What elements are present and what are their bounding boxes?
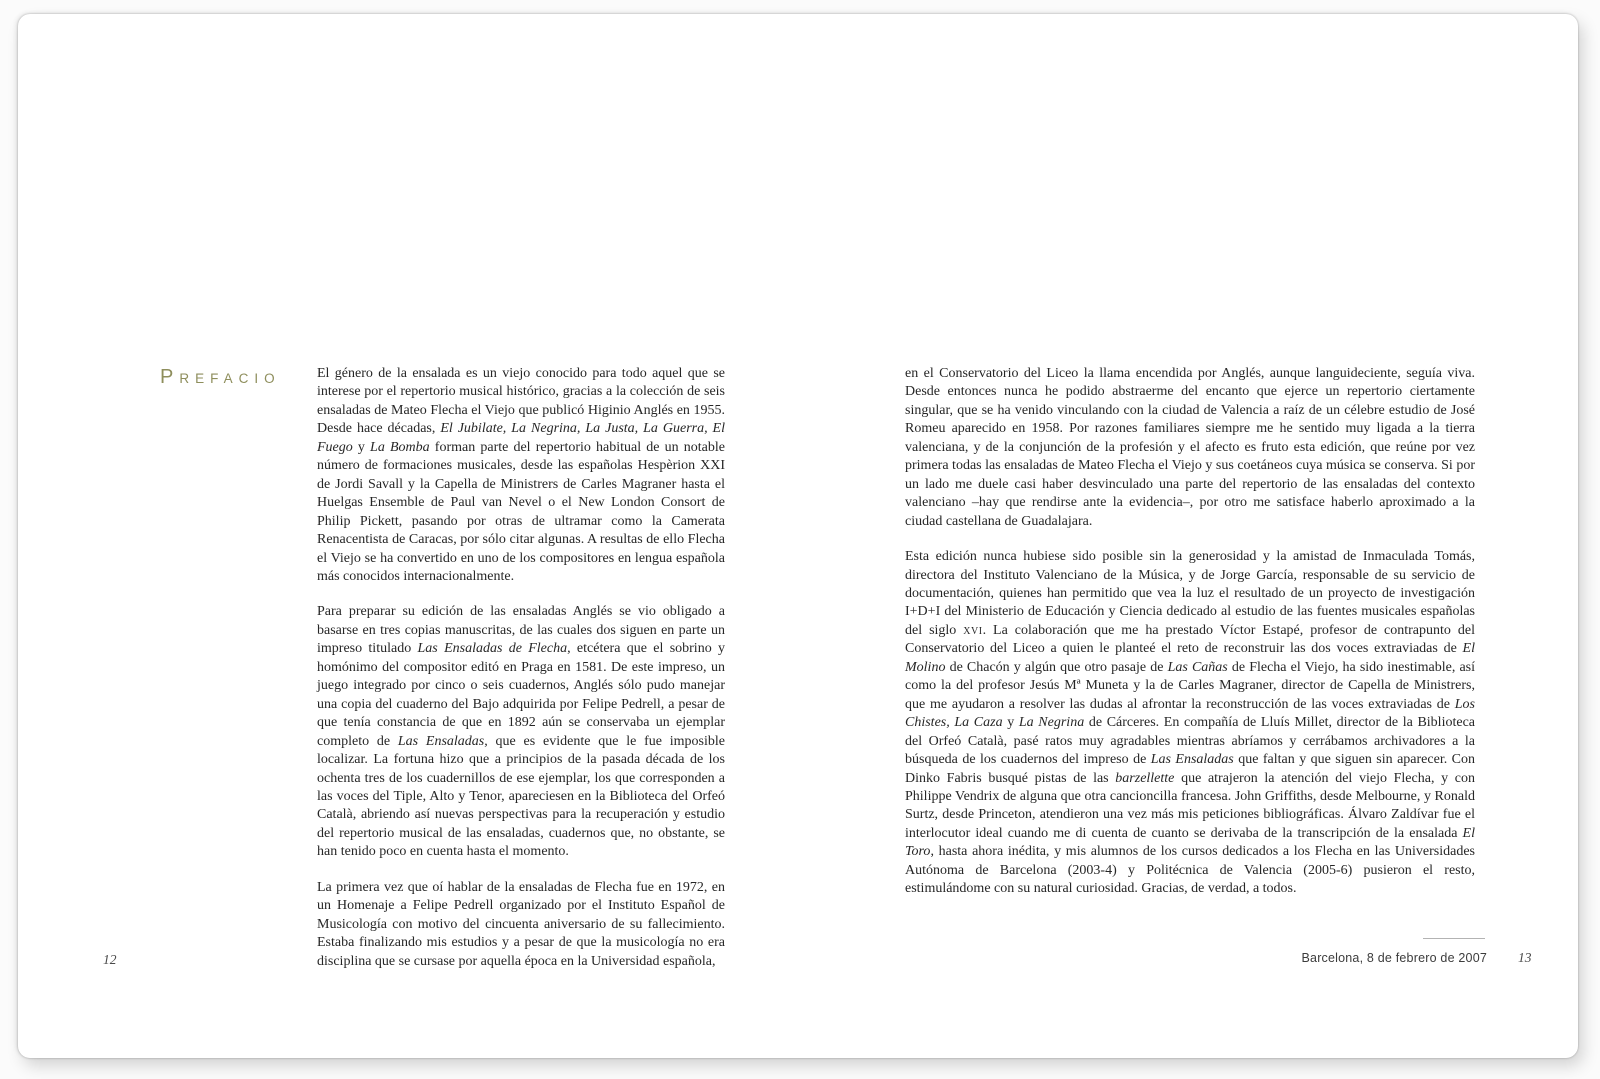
book-spread xyxy=(18,14,1578,1058)
paragraph: Para preparar su edición de las ensaladas Anglés se vio obligado a basarse en tres copias manuscritas, de las cuales dos siguen en parte un impreso titulado Las Ensaladas de Flecha, etcétera que el sobrino y homónimo del compositor editó en Praga en 1581. De este impreso, un juego integrado por cinco o seis cuadernos, Anglés sólo pudo manejar una copia del cuaderno del Bajo adquirida por Felipe Pedrell, a pesar de que tenía constancia de que en 1892 aún se conservaba un ejemplar completo de Las Ensaladas, que es evidente que le fue imposible localizar. La fortuna hizo que a principios de la pasada década de los ochenta tres de los cuadernillos de ese ejemplar, los que corresponden a las voces del Tiple, Alto y Tenor, apareciesen en la Biblioteca del Orfeó Català, abriendo así nuevas perspectivas para la recuperación y estudio del repertorio musical de las ensaladas, cuadernos que, no obstante, se han tenido poco en cuenta hasta el momento. xyxy=(317,604,725,860)
left-page-text-column xyxy=(317,365,725,988)
paragraph: en el Conservatorio del Liceo la llama encendida por Anglés, aunque languideciente, seguía viva. Desde entonces nunca he podido abstraerme del encanto que ejerce un repertorio ciertamente singular, que se ha venido vinculando con la ciudad de Valencia a raíz de un célebre estudio de José Romeu aparecido en 1958. Por razones familiares siempre me he sentido muy ligada a la tierra valenciana, y de la conjunción de la profesión y el afecto es fruto esta edición, que reúne por vez primera todas las ensaladas de Mateo Flecha el Viejo y sus coetáneos cuya música se conserva. Si por un lado me duele casi haber desvinculado una parte del repertorio de las ensaladas del contexto valenciano –hay que rendirse ante la evidencia–, por otro me satisface haberlo aproximado a la ciudad castellana de Guadalajara. xyxy=(905,366,1475,529)
signature-rule xyxy=(1423,938,1485,939)
paragraph: Esta edición nunca hubiese sido posible sin la generosidad y la amistad de Inmaculada Tomás, directora del Instituto Valenciano de la Música, y de Jorge García, responsable de su servicio de documentación, quienes han permitido que vea la luz el resultado de un proyecto de investigación I+D+I del Ministerio de Educación y Ciencia dedicado al estudio de las fuentes musicales españolas del siglo xvi. La colaboración que me ha prestado Víctor Estapé, profesor de contrapunto del Conservatorio del Liceo a quien le planteé el reto de reconstruir las dos voces extraviadas de El Molino de Chacón y algún que otro pasaje de Las Cañas de Flecha el Viejo, ha sido inestimable, así como la del profesor Jesús Mª Muneta y la de Carles Magraner, director de Capella de Ministrers, que me ayudaron a resolver las dudas al afrontar la reconstrucción de las voces extraviadas de Los Chistes, La Caza y La Negrina de Cárceres. En compañía de Lluís Millet, director de la Biblioteca del Orfeó Català, pasé ratos muy agradables mientras abríamos y cerrábamos archivadores a la búsqueda de los cuadernos del impreso de Las Ensaladas que faltan y que siguen sin aparecer. Con Dinko Fabris busqué pistas de las barzellette que atrajeron la atención del viejo Flecha, y con Philippe Vendrix de alguna que otra cancioncilla francesa. John Griffiths, desde Melbourne, y Ronald Surtz, desde Princeton, atendieron una vez más mis peticiones bibliográficas. Álvaro Zaldívar fue el interlocutor ideal cuando me di cuenta de cuanto se derivaba de la transcripción de la ensalada El Toro, hasta ahora inédita, y mis alumnos de los cursos dedicados a los Flecha en las Universidades Autónoma de Barcelona (2003-4) y Politécnica de Valencia (2005-6) pusieron el resto, estimulándome con su natural curiosidad. Gracias, de verdad, a todos. xyxy=(905,549,1476,897)
signature-dateline: Barcelona, 8 de febrero de 2007 xyxy=(1301,951,1487,965)
signature-block xyxy=(1302,938,1488,967)
paragraph: La primera vez que oí hablar de la ensaladas de Flecha fue en 1972, en un Homenaje a Felipe Pedrell organizado por el Instituto Español de Musicología con motivo del cincuenta aniversario de su fallecimiento. Estaba finalizando mis estudios y a pesar de que la musicología no era disciplina que se cursase por aquella época en la Universidad española, xyxy=(317,879,725,969)
right-page-number: 13 xyxy=(1518,950,1532,965)
heading-initial-letter: P xyxy=(160,366,180,388)
right-page-text-column xyxy=(905,365,1475,916)
left-page-number: 12 xyxy=(103,952,117,967)
paragraph: El género de la ensalada es un viejo conocido para todo aquel que se interese por el repertorio musical histórico, gracias a la colección de seis ensaladas de Mateo Flecha el Viejo que publicó Higinio Anglés en 1955. Desde hace décadas, El Jubilate, La Negrina, La Justa, La Guerra, El Fuego y La Bomba forman parte del repertorio habitual de un notable número de formaciones musicales, desde las españolas Hespèrion XXI de Jordi Savall y la Capella de Ministrers de Carles Magraner hasta el Huelgas Ensemble de Paul van Nevel o el New London Consort de Philip Pickett, pasando por otras de ultramar como la Camerata Renacentista de Caracas, por sólo citar algunas. A resultas de ello Flecha el Viejo se ha convertido en uno de los compositores en lengua española más conocidos internacionalmente. xyxy=(317,366,725,584)
section-heading-prefacio xyxy=(160,366,281,390)
heading-rest-letters: REFACIO xyxy=(179,371,281,386)
